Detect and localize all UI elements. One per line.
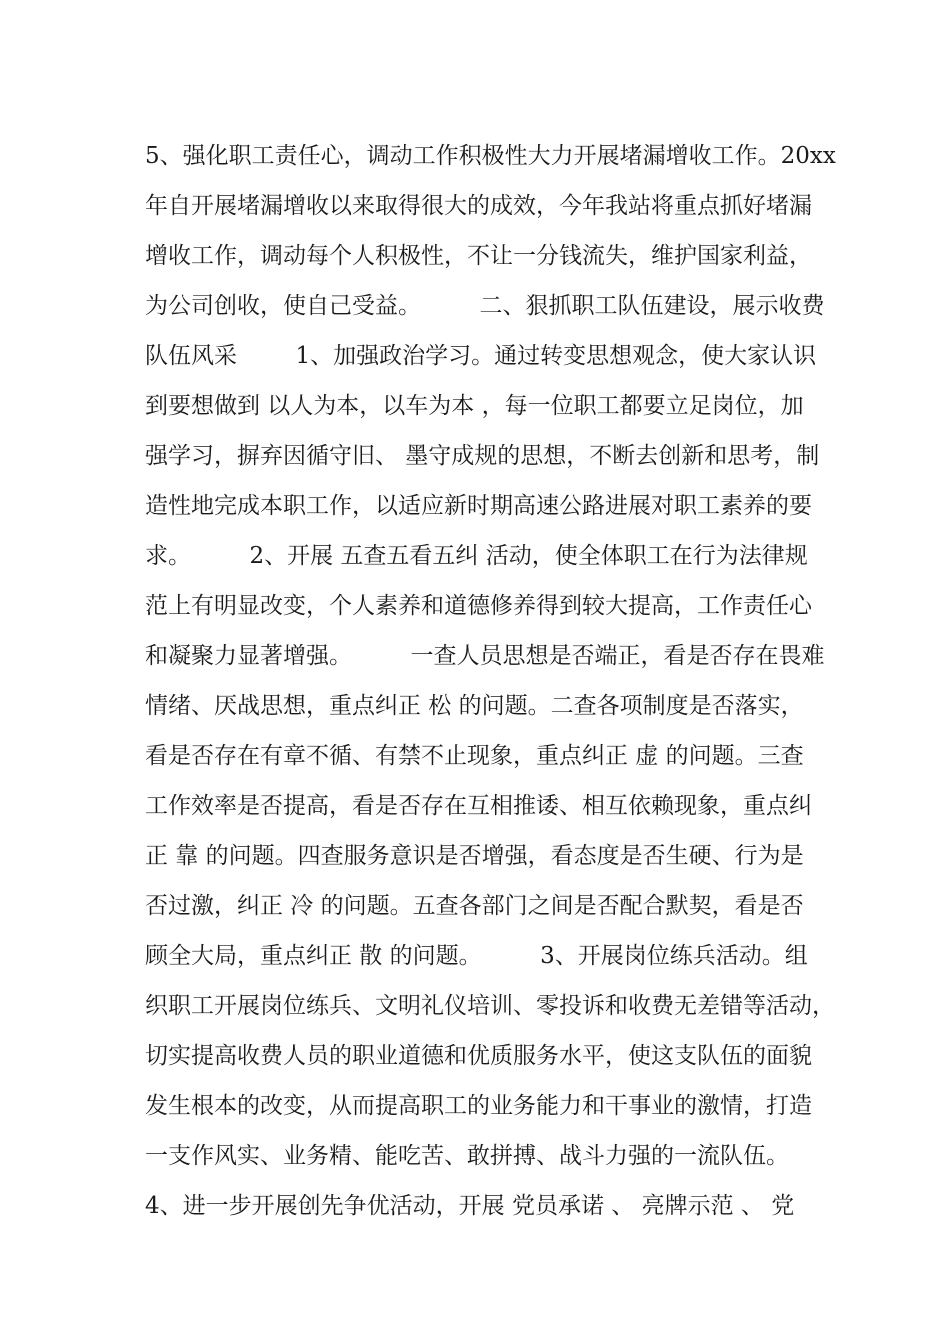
text-line: 一支作风实、业务精、能吃苦、敢拼搏、战斗力强的一流队伍。 [145,1143,789,1169]
text-line: 看是否存在有章不循、有禁不止现象，重点纠正 虚 的问题。三查 [145,743,804,769]
text-line: 队伍风采 1、加强政治学习。通过转变思想观念，使大家认识 [145,343,817,369]
text-line: 发生根本的改变，从而提高职工的业务能力和干事业的激情，打造 [145,1093,812,1119]
text-line: 5、强化职工责任心，调动工作积极性大力开展堵漏增收工作。20xx [145,143,836,169]
document-body [145,131,845,1231]
text-line: 切实提高收费人员的职业道德和优质服务水平，使这支队伍的面貌 [145,1043,812,1069]
text-line: 求。 2、开展 五查五看五纠 活动，使全体职工在行为法律规 [145,543,808,569]
text-line: 为公司创收，使自己受益。 二、狠抓职工队伍建设，展示收费 [145,293,825,319]
text-line: 工作效率是否提高，看是否存在互相推诿、相互依赖现象，重点纠 [145,793,812,819]
text-line: 增收工作，调动每个人积极性，不让一分钱流失，维护国家利益， [145,243,812,269]
text-line: 情绪、厌战思想，重点纠正 松 的问题。二查各项制度是否落实， [145,693,804,719]
text-line: 否过激，纠正 冷 的问题。五查各部门之间是否配合默契，看是否 [145,893,804,919]
text-line: 到要想做到 以人为本，以车为本 ，每一位职工都要立足岗位，加 [145,393,804,419]
text-line: 范上有明显改变，个人素养和道德修养得到较大提高，工作责任心 [145,593,812,619]
text-line: 强学习，摒弃因循守旧、 墨守成规的思想，不断去创新和思考，制 [145,443,820,469]
text-line: 造性地完成本职工作，以适应新时期高速公路进展对职工素养的要 [145,493,812,519]
text-line: 年自开展堵漏增收以来取得很大的成效，今年我站将重点抓好堵漏 [145,193,812,219]
text-line: 和凝聚力显著增强。 一查人员思想是否端正，看是否存在畏难 [145,643,825,669]
text-line: 正 靠 的问题。四查服务意识是否增强，看态度是否生硬、行为是 [145,843,804,869]
text-line: 顾全大局，重点纠正 散 的问题。 3、开展岗位练兵活动。组 [145,943,808,969]
text-line: 4、进一步开展创先争优活动，开展 党员承诺 、 亮牌示范 、 党 [145,1193,795,1219]
text-line: 织职工开展岗位练兵、文明礼仪培训、零投诉和收费无差错等活动， [145,993,835,1019]
